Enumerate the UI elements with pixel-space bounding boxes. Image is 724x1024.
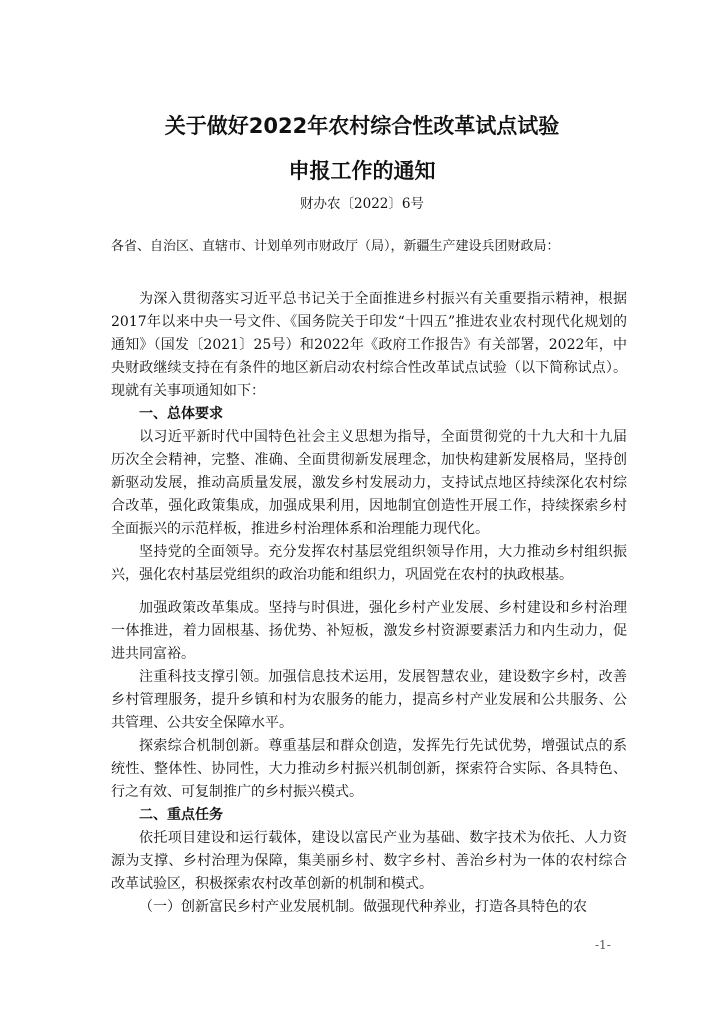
body-paragraph: 坚持党的全面领导。充分发挥农村基层党组织领导作用，大力推动乡村组织振兴，强化农村基层党组织的政治功能和组织力，巩固党在农村的执政根基。	[111, 544, 627, 583]
document-title-line-1: 关于做好2022年农村综合性改革试点试验	[164, 114, 560, 138]
body-paragraph: 加强政策改革集成。坚持与时俱进，强化乡村产业发展、乡村建设和乡村治理一体推进，着力固根基、扬优势、补短板，激发乡村资源要素活力和内生动力，促进共同富裕。	[111, 600, 627, 662]
page-number: -1-	[595, 938, 611, 952]
section-heading-general-requirements: 一、总体要求	[139, 406, 223, 422]
salutation: 各省、自治区、直辖市、计划单列市财政厅（局），新疆生产建设兵团财政局：	[111, 239, 560, 254]
body-paragraph: （一）创新富民乡村产业发展机制。做强现代种养业，打造各具特色的农	[139, 899, 587, 915]
document-title-line-2: 申报工作的通知	[288, 159, 436, 183]
body-paragraph: 以习近平新时代中国特色社会主义思想为指导，全面贯彻党的十九大和十九届历次全会精神，完整、准确、全面贯彻新发展理念，加快构建新发展格局，坚持创新驱动发展，推动高质量发展，激发乡村发展动力，支持试点地区持续深化农村综合改革，强化政策集成，加强成果利用，因地制宜创造性开展工作，持续探索乡村全面振兴的示范样板，推进乡村治理体系和治理能力现代化。	[111, 429, 627, 537]
document-body	[111, 288, 627, 919]
section-heading-key-tasks: 二、重点任务	[139, 807, 223, 823]
body-paragraph: 注重科技支撑引领。加强信息技术运用，发展智慧农业，建设数字乡村，改善乡村管理服务，提升乡镇和村为农服务的能力，提高乡村产业发展和公共服务、公共管理、公共安全保障水平。	[111, 669, 627, 731]
intro-paragraph: 为深入贯彻落实习近平总书记关于全面推进乡村振兴有关重要指示精神，根据2017年以来中央一号文件、《国务院关于印发“十四五”推进农业农村现代化规划的通知》（国发〔2021〕25号）和2022年《政府工作报告》有关部署，2022年，中央财政继续支持在有条件的地区新启动农村综合性改革试点试验（以下简称试点）。现就有关事项通知如下：	[111, 291, 627, 399]
body-paragraph: 探索综合机制创新。尊重基层和群众创造，发挥先行先试优势，增强试点的系统性、整体性、协同性，大力推动乡村振兴机制创新，探索符合实际、各具特色、行之有效、可复制推广的乡村振兴模式。	[111, 738, 627, 800]
document-number: 财办农〔2022〕6号	[300, 196, 424, 212]
body-paragraph: 依托项目建设和运行载体，建设以富民产业为基础、数字技术为依托、人力资源为支撑、乡村治理为保障，集美丽乡村、数字乡村、善治乡村为一体的农村综合改革试验区，积极探索农村改革创新的机制和模式。	[111, 830, 627, 892]
